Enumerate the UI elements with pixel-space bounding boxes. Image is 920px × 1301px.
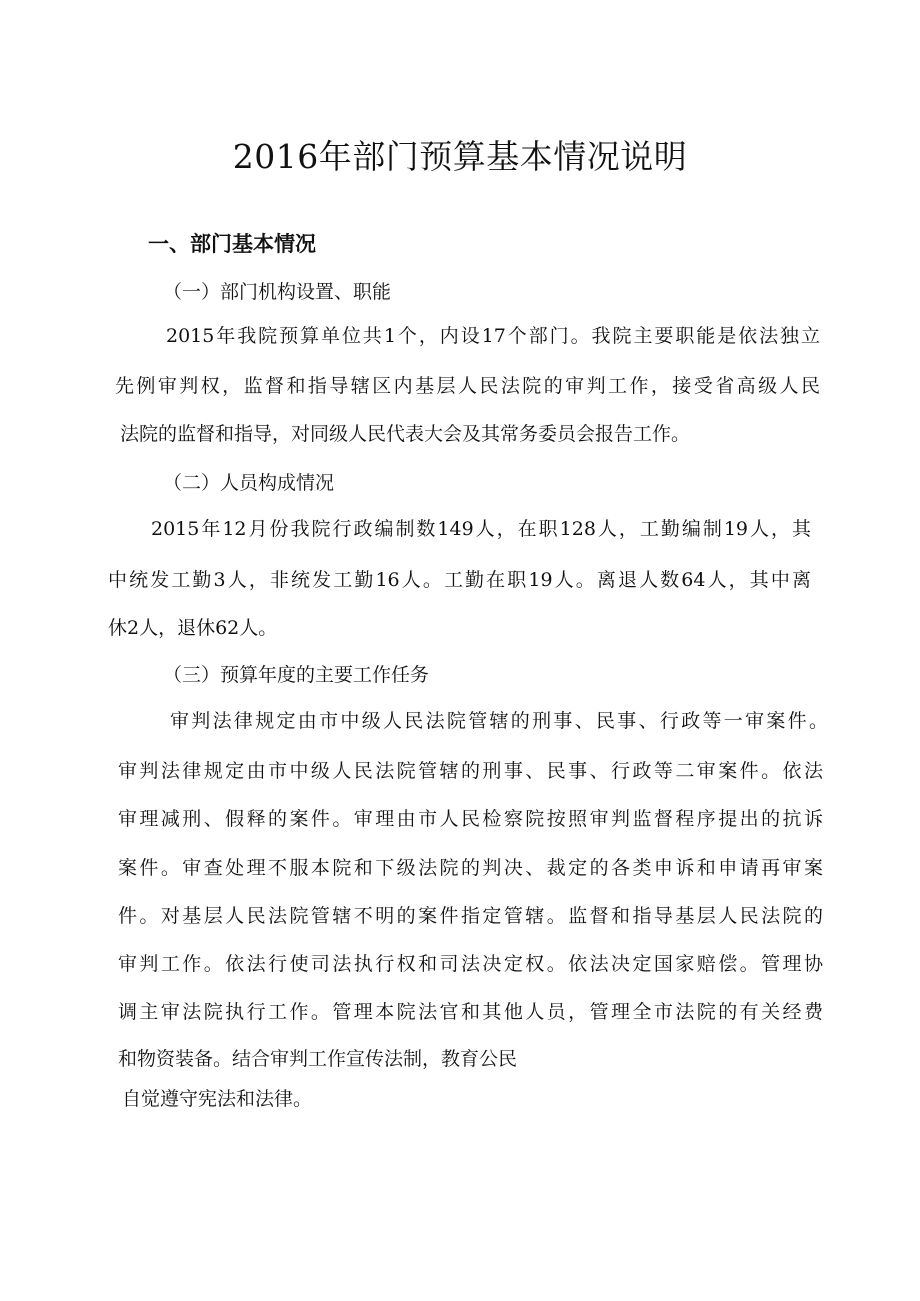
paragraph-line: 审判法律规定由市中级人民法院管辖的刑事、民事、行政等一审案件。 <box>170 710 828 732</box>
subsection-heading-organization: （一）部门机构设置、职能 <box>163 281 392 303</box>
paragraph-line: 和物资装备。结合审判工作宣传法制，教育公民 <box>118 1048 518 1070</box>
paragraph-line: 休2人，退休62人。 <box>108 617 278 639</box>
document-title: 2016年部门预算基本情况说明 <box>232 137 688 176</box>
section-heading-basic-info: 一、部门基本情况 <box>148 232 316 256</box>
paragraph-line: 2015年12月份我院行政编制数149人，在职128人，工勤编制19人，其 <box>151 518 811 540</box>
paragraph-line: 件。对基层人民法院管辖不明的案件指定管辖。监督和指导基层人民法院的 <box>118 905 823 927</box>
paragraph-line: 中统发工勤3人，非统发工勤16人。工勤在职19人。离退人数64人，其中离 <box>108 569 811 591</box>
paragraph-line: 法院的监督和指导，对同级人民代表大会及其常务委员会报告工作。 <box>120 423 691 445</box>
subsection-heading-annual-tasks: （三）预算年度的主要工作任务 <box>163 664 430 686</box>
paragraph-line: 审判法律规定由市中级人民法院管辖的刑事、民事、行政等二审案件。依法 <box>118 760 823 782</box>
paragraph-line: 调主审法院执行工作。管理本院法官和其他人员，管理全市法院的有关经费 <box>118 1001 823 1023</box>
paragraph-line: 审理减刑、假释的案件。审理由市人民检察院按照审判监督程序提出的抗诉 <box>118 808 823 830</box>
paragraph-line: 审判工作。依法行使司法执行权和司法决定权。依法决定国家赔偿。管理协 <box>118 953 823 975</box>
paragraph-line: 先例审判权，监督和指导辖区内基层人民法院的审判工作，接受省高级人民 <box>115 375 820 397</box>
paragraph-line: 2015年我院预算单位共1个，内设17个部门。我院主要职能是依法独立 <box>166 325 820 347</box>
paragraph-line: 自觉遵守宪法和法律。 <box>122 1088 313 1110</box>
subsection-heading-staffing: （二）人员构成情况 <box>163 472 335 494</box>
paragraph-line: 案件。审查处理不服本院和下级法院的判决、裁定的各类申诉和申请再审案 <box>118 857 823 879</box>
